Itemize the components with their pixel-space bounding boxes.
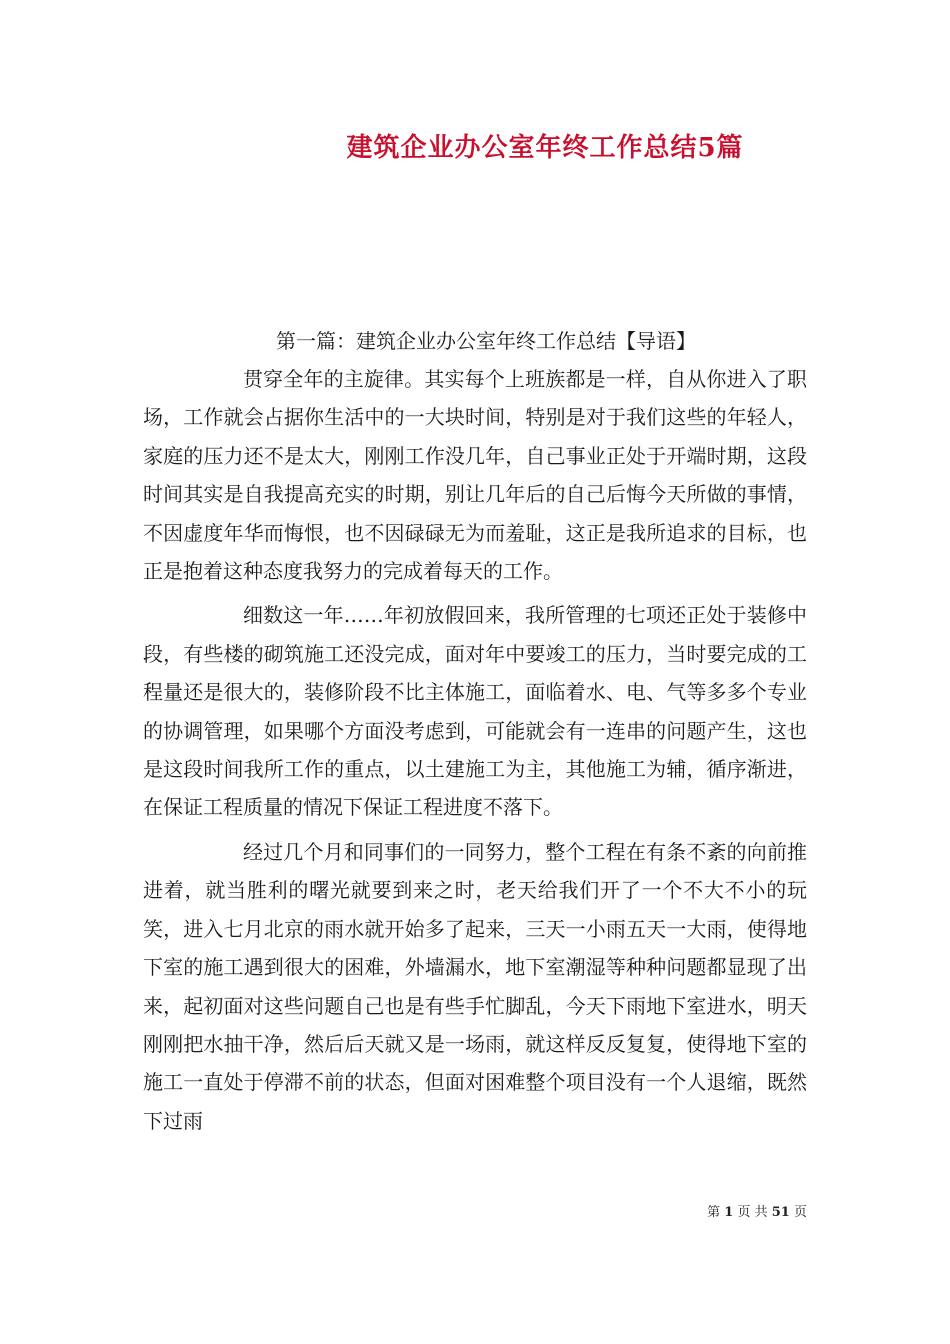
- footer-prefix: 第: [707, 1205, 721, 1220]
- paragraph-3: 经过几个月和同事们的一同努力，整个工程在有条不紊的向前推进着，就当胜利的曙光就要到来之时，老天给我们开了一个不大不小的玩笑，进入七月北京的雨水就开始多了起来，三天一小雨五天一大雨，使得地下室的施工遇到很大的困难，外墙漏水，地下室潮湿等种种问题都显现了出来，起初面对这些问题自己也是有些手忙脚乱，今天下雨地下室进水，明天刚刚把水抽干净，然后后天就又是一场雨，就这样反反复复，使得地下室的施工一直处于停滞不前的状态，但面对困难整个项目没有一个人退缩，既然下过雨: [143, 839, 807, 1133]
- page-number-footer: [707, 1203, 807, 1223]
- footer-page-current: 1: [724, 1205, 734, 1220]
- footer-middle: 页 共: [737, 1205, 768, 1220]
- document-body: [143, 360, 807, 1140]
- footer-suffix: 页: [793, 1205, 807, 1220]
- section-subtitle: 第一篇：建筑企业办公室年终工作总结【导语】: [276, 329, 696, 353]
- document-title: 建筑企业办公室年终工作总结5篇: [346, 133, 744, 163]
- paragraph-2: 细数这一年……年初放假回来，我所管理的七项还正处于装修中段，有些楼的砌筑施工还没完成，面对年中要竣工的压力，当时要完成的工程量还是很大的，装修阶段不比主体施工，面临着水、电、气等多多个专业的协调管理，如果哪个方面没考虑到，可能就会有一连串的问题产生，这也是这段时间我所工作的重点，以土建施工为主，其他施工为辅，循序渐进，在保证工程质量的情况下保证工程进度不落下。: [143, 603, 807, 820]
- footer-page-total: 51: [771, 1205, 790, 1220]
- paragraph-1: 贯穿全年的主旋律。其实每个上班族都是一样，自从你进入了职场，工作就会占据你生活中的一大块时间，特别是对于我们这些的年轻人，家庭的压力还不是太大，刚刚工作没几年，自己事业正处于开端时期，这段时间其实是自我提高充实的时期，别让几年后的自己后悔今天所做的事情，不因虚度年华而悔恨，也不因碌碌无为而羞耻，这正是我所追求的目标，也正是抱着这种态度我努力的完成着每天的工作。: [143, 367, 807, 584]
